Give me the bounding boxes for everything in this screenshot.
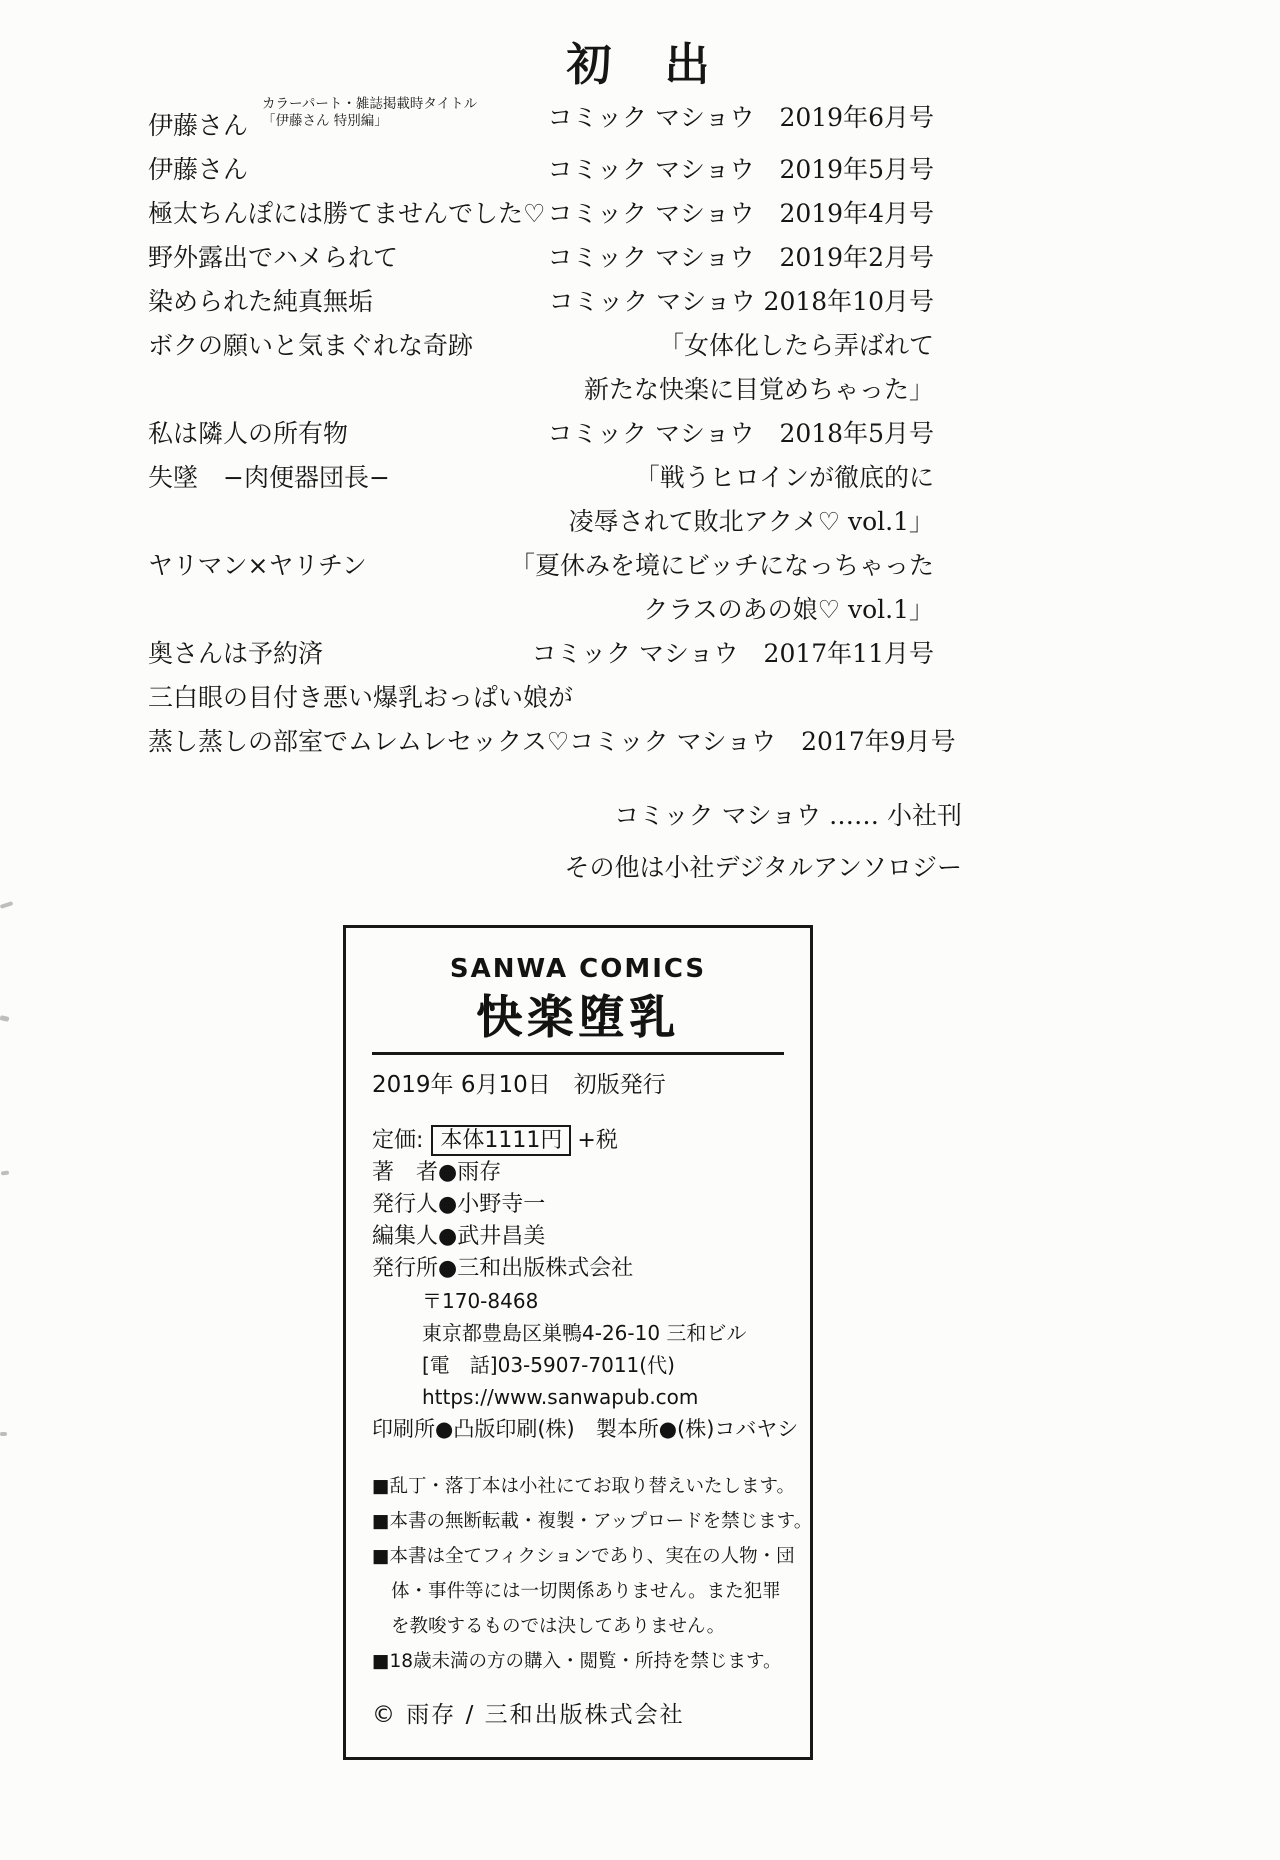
footnote-line: コミック マショウ …… 小社刊 — [614, 801, 962, 830]
annotation-line: 「伊藤さん 特別編」 — [262, 113, 388, 129]
price-label: 定価: — [372, 1128, 424, 1153]
source-line: クラスのあの娘♡ vol.1」 — [643, 595, 934, 624]
editor-line: 編集人●武井昌美 — [372, 1224, 546, 1249]
publication-source: コミック マショウ 2019年2月号 — [547, 243, 934, 272]
website: https://www.sanwapub.com — [422, 1385, 699, 1409]
price-suffix: +税 — [577, 1128, 618, 1153]
notices — [372, 1469, 813, 1679]
publication-row — [148, 236, 934, 280]
imprint-brand: SANWA COMICS — [449, 954, 707, 984]
work-title: 奥さんは予約済 — [148, 639, 324, 668]
scan-artifact — [0, 1432, 7, 1436]
work-title: 失墜 −肉便器団長− — [148, 463, 390, 492]
title-annotation — [262, 96, 477, 130]
work-title: 野外露出でハメられて — [148, 243, 399, 272]
publication-source: コミック マショウ 2019年5月号 — [547, 155, 934, 184]
notice-line: ■本書の無断転載・複製・アップロードを禁じます。 — [372, 1511, 813, 1532]
publication-row — [148, 544, 934, 632]
publication-row — [148, 456, 934, 544]
notice-line: を教唆するものでは決してありません。 — [391, 1616, 726, 1637]
scan-artifact — [0, 1015, 9, 1022]
work-title: 極太ちんぽには勝てませんでした♡ — [148, 199, 546, 228]
publication-row — [148, 632, 934, 676]
publication-row — [148, 324, 934, 412]
book-title: 快楽堕乳 — [476, 990, 680, 1044]
work-title: ヤリマン×ヤリチン — [148, 551, 367, 580]
address: 東京都豊島区巣鴨4-26-10 三和ビル — [422, 1321, 747, 1345]
publication-source — [584, 324, 934, 412]
publication-row — [148, 148, 934, 192]
publication-source: コミック マショウ 2019年6月号 — [547, 103, 934, 132]
publication-row — [148, 676, 956, 764]
imprint-info — [372, 1125, 799, 1445]
publication-source: コミック マショウ 2017年11月号 — [531, 639, 934, 668]
source-line: 「女体化したら弄ばれて — [658, 331, 934, 360]
scan-artifact — [1, 1170, 9, 1175]
work-title: 三白眼の目付き悪い爆乳おっぱい娘が — [148, 683, 574, 712]
work-title: 私は隣人の所有物 — [148, 419, 349, 448]
source-line: 「夏休みを境にビッチになっちゃった — [509, 551, 934, 580]
price-line — [372, 1125, 784, 1157]
edition-date: 2019年 6月10日 初版発行 — [372, 1072, 666, 1098]
publication-footnote — [564, 790, 962, 894]
first-publication-list — [148, 96, 956, 764]
work-title — [148, 96, 477, 148]
source-line: 凌辱されて敗北アクメ♡ vol.1」 — [568, 507, 934, 536]
publication-source: コミック マショウ 2017年9月号 — [569, 727, 956, 756]
publisher-line: 発行所●三和出版株式会社 — [372, 1256, 634, 1281]
publication-source: コミック マショウ 2018年5月号 — [547, 419, 934, 448]
annotation-line: カラーパート・雑誌掲載時タイトル — [262, 96, 478, 112]
page-title: 初 出 — [566, 38, 714, 91]
notice-line: ■乱丁・落丁本は小社にてお取り替えいたします。 — [372, 1476, 796, 1497]
publication-source: コミック マショウ 2018年10月号 — [548, 287, 934, 316]
publication-row — [148, 280, 934, 324]
printer-line: 印刷所●凸版印刷(株) 製本所●(株)コバヤシ — [372, 1417, 799, 1441]
work-title: ボクの願いと気まぐれな奇跡 — [148, 331, 474, 360]
work-title: 染められた純真無垢 — [148, 287, 374, 316]
publication-row — [148, 96, 934, 148]
notice-line: ■18歳未満の方の購入・閲覧・所持を禁じます。 — [372, 1651, 782, 1672]
author-line: 著 者●雨存 — [372, 1160, 502, 1185]
publication-row — [148, 192, 934, 236]
phone: [電 話]03-5907-7011(代) — [422, 1353, 675, 1377]
publisher-person-line: 発行人●小野寺一 — [372, 1192, 546, 1217]
source-line: 「戦うヒロインが徹底的に — [634, 463, 934, 492]
notice-line: ■本書は全てフィクションであり、実在の人物・団 — [372, 1546, 795, 1567]
price-box: 本体1111円 — [431, 1125, 571, 1156]
source-line: 新たな快楽に目覚めちゃった」 — [583, 375, 934, 404]
work-title-continued: 蒸し蒸しの部室でムレムレセックス♡ — [148, 727, 570, 756]
scan-artifact — [0, 901, 13, 909]
copyright-line: © 雨存 / 三和出版株式会社 — [372, 1702, 685, 1728]
footnote-line: その他は小社デジタルアンソロジー — [564, 853, 962, 882]
publication-source — [569, 456, 934, 544]
work-title-text: 伊藤さん — [148, 111, 249, 140]
work-title: 伊藤さん — [148, 155, 249, 184]
postal-code: 〒170-8468 — [422, 1289, 539, 1313]
publication-source: コミック マショウ 2019年4月号 — [547, 199, 934, 228]
publication-source — [510, 544, 934, 632]
divider — [372, 1052, 784, 1055]
colophon-box — [343, 925, 813, 1760]
notice-line: 体・事件等には一切関係ありません。また犯罪 — [391, 1581, 781, 1602]
publication-row — [148, 412, 934, 456]
